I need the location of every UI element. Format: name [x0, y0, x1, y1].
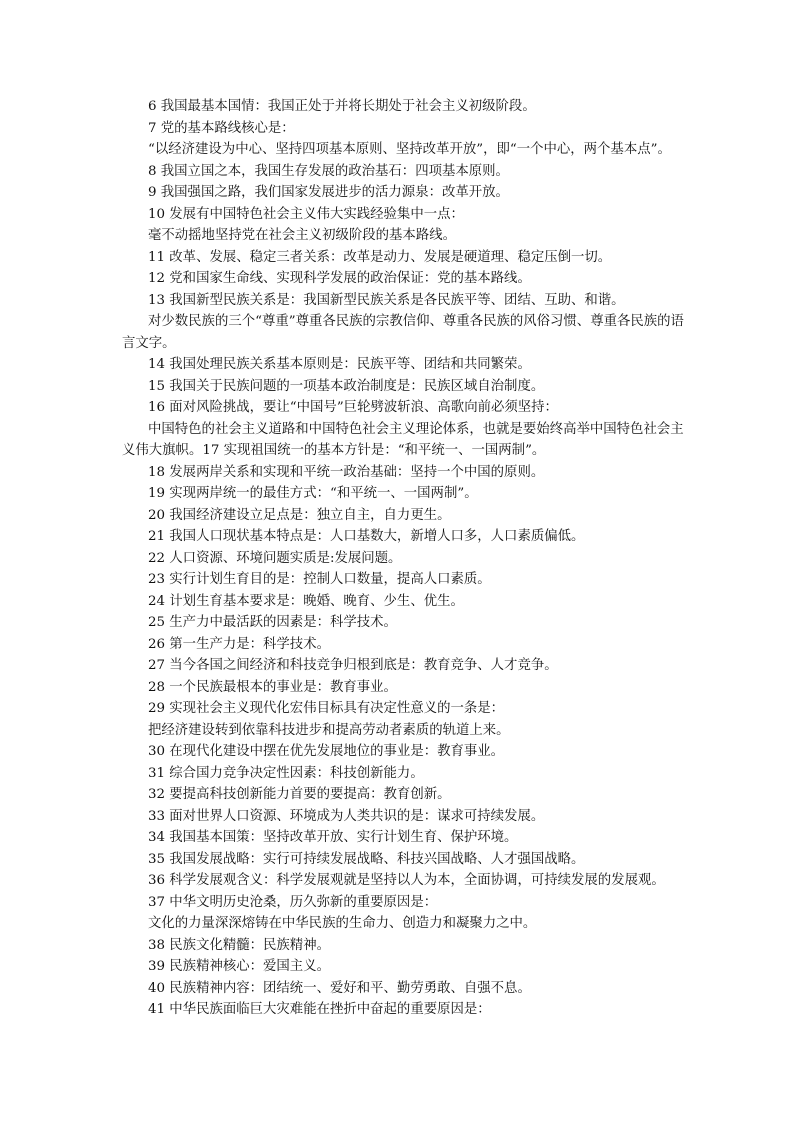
- paragraph: 21 我国人口现状基本特点是：人口基数大，新增人口多，人口素质偏低。: [148, 529, 585, 544]
- document-body: [122, 96, 692, 1021]
- paragraph: 22 人口资源、环境问题实质是:发展问题。: [148, 550, 402, 566]
- paragraph: 34 我国基本国策：坚持改革开放、实行计划生育、保护环境。: [148, 830, 518, 845]
- paragraph: 38 民族文化精髓：民族精神。: [148, 937, 330, 953]
- paragraph: 文化的力量深深熔铸在中华民族的生命力、创造力和凝聚力之中。: [148, 916, 537, 931]
- paragraph: 23 实行计划生育目的是：控制人口数量，提高人口素质。: [148, 572, 491, 587]
- paragraph: 26 第一生产力是：科学技术。: [148, 636, 330, 652]
- paragraph: 31 综合国力竞争决定性因素：科技创新能力。: [148, 765, 424, 781]
- paragraph: 37 中华文明历史沧桑，历久弥新的重要原因是：: [148, 894, 438, 910]
- paragraph: 中国特色的社会主义道路和中国特色社会主义理论体系，也就是要始终高举中国特色社会主义伟大旗帜。17 实现祖国统一的基本方针是：“和平统一、一国两制”。: [122, 421, 684, 458]
- paragraph: 25 生产力中最活跃的因素是：科学技术。: [148, 615, 397, 630]
- paragraph: 32 要提高科技创新能力首要的要提高：教育创新。: [148, 787, 451, 802]
- paragraph: 40 民族精神内容：团结统一、爱好和平、勤劳勇敢、自强不息。: [148, 980, 531, 996]
- paragraph: 7 党的基本路线核心是：: [148, 120, 295, 136]
- paragraph: 10 发展有中国特色社会主义伟大实践经验集中一点：: [148, 206, 464, 222]
- paragraph: 15 我国关于民族问题的一项基本政治制度是：民族区域自治制度。: [148, 378, 545, 394]
- paragraph: 9 我国强国之路，我们国家发展进步的活力源泉：改革开放。: [148, 185, 509, 200]
- paragraph: 20 我国经济建设立足点是：独立自主，自力更生。: [148, 507, 451, 523]
- paragraph: 29 实现社会主义现代化宏伟目标具有决定性意义的一条是：: [148, 701, 505, 716]
- paragraph: 19 实现两岸统一的最佳方式：“和平统一、一国两制”。: [148, 486, 478, 501]
- paragraph: 6 我国最基本国情：我国正处于并将长期处于社会主义初级阶段。: [148, 99, 536, 114]
- paragraph: 18 发展两岸关系和实现和平统一政治基础：坚持一个中国的原则。: [148, 464, 545, 480]
- paragraph: 13 我国新型民族关系是：我国新型民族关系是各民族平等、团结、互助、和谐。: [148, 292, 625, 308]
- paragraph: 35 我国发展战略：实行可持续发展战略、科技兴国战略、人才强国战略。: [148, 851, 585, 867]
- paragraph: 39 民族精神核心：爱国主义。: [148, 959, 330, 974]
- paragraph: 把经济建设转到依靠科技进步和提高劳动者素质的轨道上来。: [148, 722, 510, 738]
- paragraph: 27 当今各国之间经济和科技竞争归根到底是：教育竞争、人才竞争。: [148, 658, 558, 673]
- paragraph: 对少数民族的三个“尊重”尊重各民族的宗教信仰、尊重各民族的风俗习惯、尊重各民族的语言文字。: [122, 314, 684, 351]
- paragraph: 30 在现代化建设中摆在优先发展地位的事业是：教育事业。: [148, 744, 505, 759]
- paragraph: 12 党和国家生命线、实现科学发展的政治保证：党的基本路线。: [148, 271, 531, 286]
- paragraph: 11 改革、发展、稳定三者关系：改革是动力、发展是硬道理、稳定压倒一切。: [148, 249, 612, 265]
- paragraph: 41 中华民族面临巨大灾难能在挫折中奋起的重要原因是：: [148, 1002, 491, 1017]
- paragraph: 36 科学发展观含义：科学发展观就是坚持以人为本，全面协调，可持续发展的发展观。: [148, 873, 665, 888]
- paragraph: 8 我国立国之本，我国生存发展的政治基石：四项基本原则。: [148, 163, 509, 179]
- paragraph: 14 我国处理民族关系基本原则是：民族平等、团结和共同繁荣。: [148, 357, 531, 372]
- paragraph: “以经济建设为中心、坚持四项基本原则、坚持改革开放”，即“一个中心，两个基本点”。: [148, 142, 671, 157]
- paragraph: 16 面对风险挑战，要让“中国号”巨轮劈波斩浪、高歌向前必须坚持：: [148, 400, 558, 415]
- paragraph: 28 一个民族最根本的事业是：教育事业。: [148, 679, 397, 695]
- paragraph: 33 面对世界人口资源、环境成为人类共识的是：谋求可持续发展。: [148, 808, 545, 824]
- paragraph: 24 计划生育基本要求是：晚婚、晚育、少生、优生。: [148, 593, 464, 609]
- paragraph: 毫不动摇地坚持党在社会主义初级阶段的基本路线。: [148, 228, 456, 243]
